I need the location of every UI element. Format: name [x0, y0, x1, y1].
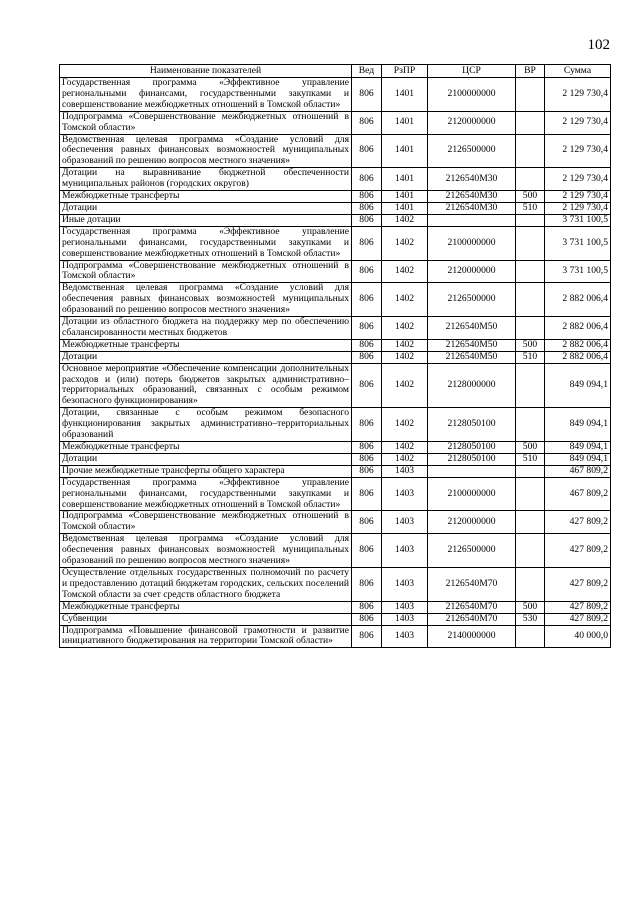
table-row — [60, 613, 611, 625]
row-csr: 2126540М30 — [428, 202, 516, 214]
row-rzpr: 1401 — [382, 111, 428, 134]
row-ved: 806 — [352, 339, 382, 351]
row-ved: 806 — [352, 78, 382, 112]
header-sum: Сумма — [545, 65, 611, 78]
header-name: Наименование показателей — [60, 65, 352, 78]
table-row — [60, 465, 611, 477]
row-csr: 2128000000 — [428, 363, 516, 408]
row-vr: 510 — [516, 453, 545, 465]
table-row — [60, 453, 611, 465]
table-row — [60, 214, 611, 226]
row-sum: 2 129 730,4 — [545, 111, 611, 134]
row-name: Дотации — [60, 202, 352, 214]
row-rzpr: 1403 — [382, 534, 428, 568]
row-sum: 3 731 100,5 — [545, 214, 611, 226]
row-name: Межбюджетные трансферты — [60, 191, 352, 203]
row-name: Субвенции — [60, 613, 352, 625]
row-vr: 510 — [516, 202, 545, 214]
table-row — [60, 202, 611, 214]
row-sum: 3 731 100,5 — [545, 226, 611, 260]
row-sum: 467 809,2 — [545, 477, 611, 511]
row-sum: 2 882 006,4 — [545, 339, 611, 351]
row-vr — [516, 567, 545, 601]
table-row — [60, 78, 611, 112]
row-ved: 806 — [352, 442, 382, 454]
row-csr: 2100000000 — [428, 477, 516, 511]
row-vr: 500 — [516, 601, 545, 613]
row-name: Основное мероприятие «Обеспечение компенсации дополнительных расходов и (или) потерь бюджетов закрытых административно–территориальных образований, связанных с особым режимом безопасного функционирования» — [60, 363, 352, 408]
row-csr: 2126500000 — [428, 534, 516, 568]
row-name: Государственная программа «Эффективное управление региональными финансами, государственными закупками и совершенствование межбюджетных отношений в Томской области» — [60, 226, 352, 260]
row-sum: 2 129 730,4 — [545, 202, 611, 214]
table-row — [60, 625, 611, 648]
row-ved: 806 — [352, 465, 382, 477]
row-rzpr: 1403 — [382, 511, 428, 534]
row-sum: 2 129 730,4 — [545, 134, 611, 168]
row-csr: 2126540М70 — [428, 601, 516, 613]
row-ved: 806 — [352, 363, 382, 408]
row-sum: 427 809,2 — [545, 613, 611, 625]
row-csr: 2100000000 — [428, 78, 516, 112]
row-vr — [516, 226, 545, 260]
row-ved: 806 — [352, 134, 382, 168]
row-csr: 2126540М50 — [428, 339, 516, 351]
row-csr: 2100000000 — [428, 226, 516, 260]
row-rzpr: 1402 — [382, 260, 428, 283]
row-rzpr: 1401 — [382, 78, 428, 112]
row-sum: 849 094,1 — [545, 408, 611, 442]
row-name: Дотации — [60, 453, 352, 465]
row-csr: 2126540М30 — [428, 168, 516, 191]
row-name: Дотации, связанные с особым режимом безопасного функционирования закрытых административно–территориальных образований — [60, 408, 352, 442]
row-csr: 2120000000 — [428, 260, 516, 283]
row-sum: 2 882 006,4 — [545, 317, 611, 340]
table-row — [60, 226, 611, 260]
row-vr: 500 — [516, 191, 545, 203]
row-csr: 2120000000 — [428, 111, 516, 134]
row-vr: 500 — [516, 339, 545, 351]
row-ved: 806 — [352, 511, 382, 534]
row-csr: 2126540М70 — [428, 567, 516, 601]
row-rzpr: 1402 — [382, 339, 428, 351]
row-vr — [516, 78, 545, 112]
row-rzpr: 1402 — [382, 442, 428, 454]
row-csr: 2126540М50 — [428, 317, 516, 340]
table-row — [60, 363, 611, 408]
page-number: 102 — [587, 37, 610, 53]
row-csr: 2126540М50 — [428, 351, 516, 363]
row-csr: 2126500000 — [428, 134, 516, 168]
row-name: Государственная программа «Эффективное управление региональными финансами, государственными закупками и совершенствование межбюджетных отношений в Томской области» — [60, 477, 352, 511]
row-rzpr: 1402 — [382, 351, 428, 363]
row-ved: 806 — [352, 408, 382, 442]
row-vr — [516, 465, 545, 477]
row-vr: 510 — [516, 351, 545, 363]
row-sum: 427 809,2 — [545, 511, 611, 534]
row-name: Осуществление отдельных государственных полномочий по расчету и предоставлению дотаций бюджетам городских, сельских поселений Томской области за счет средств областного бюджета — [60, 567, 352, 601]
row-csr: 2126540М70 — [428, 613, 516, 625]
row-vr — [516, 511, 545, 534]
row-ved: 806 — [352, 191, 382, 203]
row-sum: 849 094,1 — [545, 363, 611, 408]
row-sum: 467 809,2 — [545, 465, 611, 477]
row-name: Ведомственная целевая программа «Создание условий для обеспечения равных финансовых возможностей муниципальных образований по решению вопросов местного значения» — [60, 283, 352, 317]
row-rzpr: 1402 — [382, 363, 428, 408]
header-ved: Вед — [352, 65, 382, 78]
row-rzpr: 1402 — [382, 453, 428, 465]
row-name: Дотации — [60, 351, 352, 363]
row-vr — [516, 111, 545, 134]
table-row — [60, 442, 611, 454]
table-row — [60, 601, 611, 613]
table-row — [60, 351, 611, 363]
row-name: Дотации на выравнивание бюджетной обеспеченности муниципальных районов (городских округов) — [60, 168, 352, 191]
budget-table — [59, 64, 611, 648]
row-vr — [516, 134, 545, 168]
row-ved: 806 — [352, 453, 382, 465]
row-sum: 427 809,2 — [545, 534, 611, 568]
row-sum: 2 129 730,4 — [545, 191, 611, 203]
row-vr — [516, 168, 545, 191]
row-ved: 806 — [352, 214, 382, 226]
row-sum: 2 129 730,4 — [545, 168, 611, 191]
row-name: Подпрограмма «Совершенствование межбюджетных отношений в Томской области» — [60, 260, 352, 283]
row-sum: 40 000,0 — [545, 625, 611, 648]
row-rzpr: 1401 — [382, 168, 428, 191]
row-rzpr: 1403 — [382, 613, 428, 625]
row-rzpr: 1401 — [382, 134, 428, 168]
row-sum: 427 809,2 — [545, 601, 611, 613]
row-ved: 806 — [352, 601, 382, 613]
row-rzpr: 1403 — [382, 465, 428, 477]
row-rzpr: 1402 — [382, 317, 428, 340]
row-ved: 806 — [352, 534, 382, 568]
row-vr: 500 — [516, 442, 545, 454]
row-csr: 2126500000 — [428, 283, 516, 317]
row-ved: 806 — [352, 260, 382, 283]
row-vr: 530 — [516, 613, 545, 625]
row-csr: 2128050100 — [428, 453, 516, 465]
row-name: Ведомственная целевая программа «Создание условий для обеспечения равных финансовых возможностей муниципальных образований по решению вопросов местного значения» — [60, 134, 352, 168]
table-row — [60, 283, 611, 317]
row-sum: 2 129 730,4 — [545, 78, 611, 112]
row-ved: 806 — [352, 168, 382, 191]
table-row — [60, 191, 611, 203]
table-row — [60, 534, 611, 568]
row-ved: 806 — [352, 351, 382, 363]
row-rzpr: 1403 — [382, 567, 428, 601]
table-header-row — [60, 65, 611, 78]
row-rzpr: 1403 — [382, 625, 428, 648]
row-rzpr: 1401 — [382, 202, 428, 214]
row-csr: 2120000000 — [428, 511, 516, 534]
row-name: Государственная программа «Эффективное управление региональными финансами, государственными закупками и совершенствование межбюджетных отношений в Томской области» — [60, 78, 352, 112]
row-ved: 806 — [352, 317, 382, 340]
row-vr — [516, 260, 545, 283]
header-csr: ЦСР — [428, 65, 516, 78]
row-vr — [516, 317, 545, 340]
row-csr: 2126540М30 — [428, 191, 516, 203]
row-name: Межбюджетные трансферты — [60, 339, 352, 351]
row-name: Прочие межбюджетные трансферты общего характера — [60, 465, 352, 477]
row-sum: 2 882 006,4 — [545, 351, 611, 363]
row-ved: 806 — [352, 613, 382, 625]
row-rzpr: 1403 — [382, 477, 428, 511]
row-name: Межбюджетные трансферты — [60, 442, 352, 454]
row-rzpr: 1401 — [382, 191, 428, 203]
table-row — [60, 408, 611, 442]
row-sum: 3 731 100,5 — [545, 260, 611, 283]
row-name: Подпрограмма «Совершенствование межбюджетных отношений в Томской области» — [60, 511, 352, 534]
row-ved: 806 — [352, 202, 382, 214]
table-row — [60, 134, 611, 168]
row-sum: 849 094,1 — [545, 453, 611, 465]
row-csr: 2128050100 — [428, 408, 516, 442]
row-ved: 806 — [352, 226, 382, 260]
row-csr: 2128050100 — [428, 442, 516, 454]
table-row — [60, 317, 611, 340]
table-row — [60, 260, 611, 283]
row-ved: 806 — [352, 477, 382, 511]
row-ved: 806 — [352, 283, 382, 317]
row-name: Иные дотации — [60, 214, 352, 226]
table-body — [60, 78, 611, 648]
row-sum: 2 882 006,4 — [545, 283, 611, 317]
row-ved: 806 — [352, 625, 382, 648]
row-csr: 2140000000 — [428, 625, 516, 648]
row-name: Дотации из областного бюджета на поддержку мер по обеспечению сбалансированности местных бюджетов — [60, 317, 352, 340]
table-row — [60, 477, 611, 511]
header-vr: ВР — [516, 65, 545, 78]
row-name: Подпрограмма «Совершенствование межбюджетных отношений в Томской области» — [60, 111, 352, 134]
table-row — [60, 511, 611, 534]
row-csr — [428, 465, 516, 477]
row-vr — [516, 363, 545, 408]
table-row — [60, 339, 611, 351]
header-rzpr: РзПР — [382, 65, 428, 78]
row-sum: 849 094,1 — [545, 442, 611, 454]
row-rzpr: 1403 — [382, 601, 428, 613]
row-name: Ведомственная целевая программа «Создание условий для обеспечения равных финансовых возможностей муниципальных образований по решению вопросов местного значения» — [60, 534, 352, 568]
row-ved: 806 — [352, 567, 382, 601]
row-rzpr: 1402 — [382, 283, 428, 317]
row-ved: 806 — [352, 111, 382, 134]
row-vr — [516, 477, 545, 511]
row-sum: 427 809,2 — [545, 567, 611, 601]
row-name: Подпрограмма «Повышение финансовой грамотности и развитие инициативного бюджетирования на территории Томской области» — [60, 625, 352, 648]
table-row — [60, 567, 611, 601]
row-rzpr: 1402 — [382, 408, 428, 442]
row-vr — [516, 534, 545, 568]
row-vr — [516, 283, 545, 317]
table-row — [60, 111, 611, 134]
row-csr — [428, 214, 516, 226]
table-row — [60, 168, 611, 191]
row-vr — [516, 408, 545, 442]
row-vr — [516, 214, 545, 226]
row-rzpr: 1402 — [382, 226, 428, 260]
row-name: Межбюджетные трансферты — [60, 601, 352, 613]
row-rzpr: 1402 — [382, 214, 428, 226]
row-vr — [516, 625, 545, 648]
